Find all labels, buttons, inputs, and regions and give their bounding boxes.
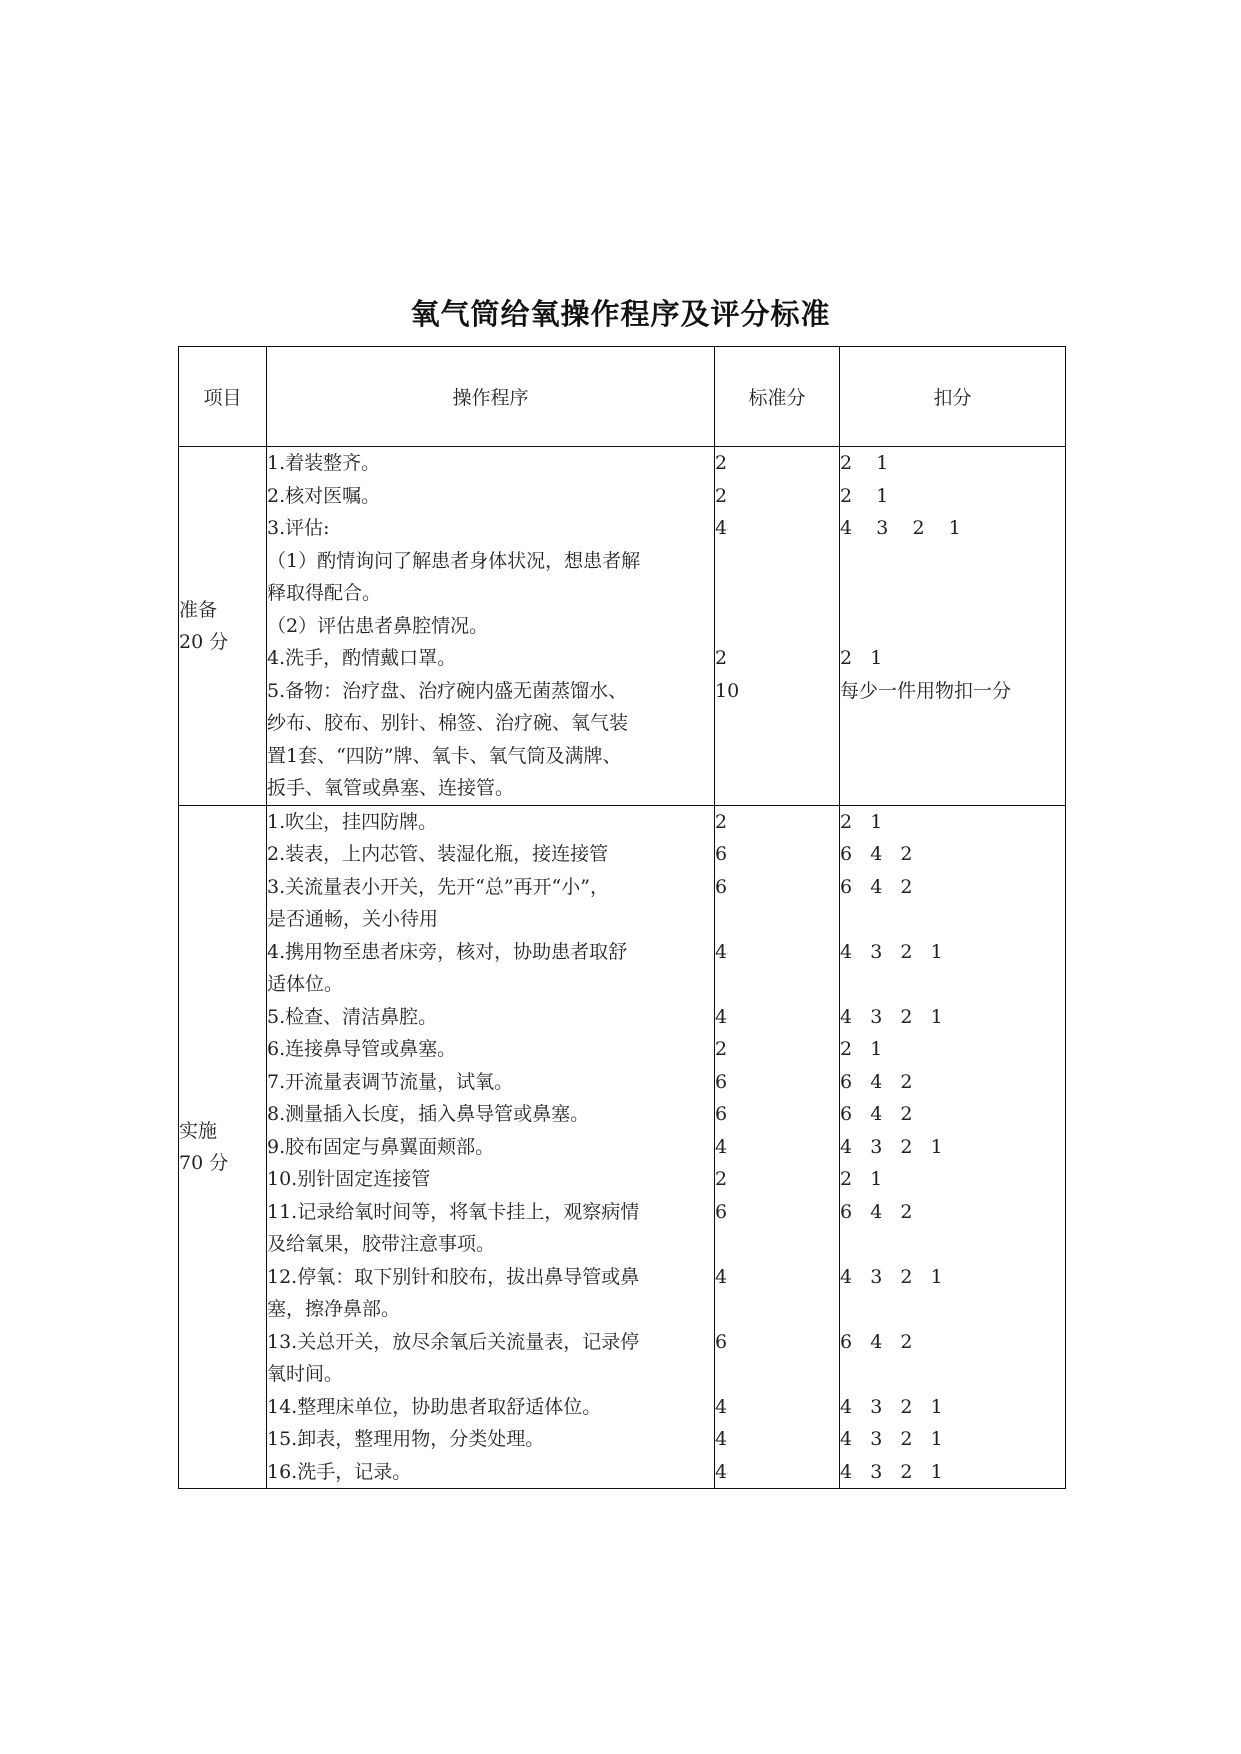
procedure-step-line: 11.记录给氧时间等，将氧卡挂上，观察病情: [267, 1200, 640, 1223]
procedure-step-line: （2）评估患者鼻腔情况。: [267, 614, 489, 637]
procedure-step-line: 是否通畅，关小待用: [267, 908, 439, 930]
standard-score-line: 6: [715, 843, 728, 865]
procedure-step-line: 3.关流量表小开关，先开“总”再开“小”，: [267, 875, 609, 898]
section-score: 20 分: [179, 630, 229, 653]
procedure-step-line: 8.测量插入长度，插入鼻导管或鼻塞。: [267, 1103, 590, 1125]
deduction-values-line: 4 3 2 1: [840, 1265, 943, 1288]
deduction-values-line: [840, 740, 1065, 773]
deduction-values-line: 4 3 2 1: [840, 1005, 943, 1028]
deduction-values-line: 6 4 2: [840, 1070, 913, 1093]
deduction-values-line: 6 4 2: [840, 843, 913, 865]
deduction-values-line: [840, 1358, 1065, 1391]
section-name: 实施: [179, 1119, 218, 1142]
deduction-values-line: 4 3 2 1: [840, 1460, 943, 1483]
procedure-step-line: 6.连接鼻导管或鼻塞。: [267, 1038, 457, 1060]
procedure-step-line: 1.吹尘，挂四防牌。: [267, 810, 438, 833]
standard-score-line: [715, 610, 839, 643]
standard-score-line: [715, 1358, 839, 1391]
standard-score-line: 4: [715, 1428, 728, 1450]
header-procedure: 操作程序: [267, 347, 715, 447]
section-score: 70 分: [179, 1151, 229, 1174]
section-label: [179, 447, 267, 806]
deduction-values-line: 2 1: [840, 1038, 883, 1060]
procedure-step-line: 1.着装整齐。: [267, 452, 381, 474]
deduction-values-line: 2 1: [840, 810, 883, 833]
deduction-values-line: 6 4 2: [840, 875, 913, 898]
procedure-step-line: 10.别针固定连接管: [267, 1168, 431, 1190]
procedure-step-line: 5.检查、清洁鼻腔。: [267, 1005, 438, 1028]
standard-score-line: 2: [715, 647, 728, 669]
deduction-values-line: [840, 577, 1065, 610]
deduction-values-line: 2 1: [840, 452, 889, 474]
standard-score-line: 4: [715, 517, 728, 539]
table-header-row: [179, 347, 1066, 447]
standard-score-line: 4: [715, 1460, 728, 1483]
standard-score-line: [715, 707, 839, 740]
standard-score-line: 4: [715, 1135, 728, 1158]
standard-score-line: 10: [715, 679, 740, 702]
standard-score-line: 2: [715, 1038, 728, 1060]
standard-score-line: 6: [715, 1330, 728, 1353]
deduction-values-line: 6 4 2: [840, 1330, 913, 1353]
page-title: 氧气筒给氧操作程序及评分标准: [410, 297, 831, 331]
standard-score-line: [715, 1228, 839, 1261]
procedure-step-line: 3.评估:: [267, 517, 330, 539]
deduction-values-line: [840, 1228, 1065, 1261]
deduction-values-line: 2 1: [840, 1168, 883, 1190]
deduction-values-line: 4 3 2 1: [840, 940, 943, 963]
header-standard-score: 标准分: [715, 347, 840, 447]
standard-score-line: 2: [715, 484, 728, 507]
procedure-step-line: 14.整理床单位，协助患者取舒适体位。: [267, 1395, 602, 1418]
procedure-step-line: 12.停氧：取下别针和胶布，拔出鼻导管或鼻: [267, 1265, 640, 1288]
deduction-values-line: 6 4 2: [840, 1200, 913, 1223]
deduction-values-line: 4 3 2 1: [840, 1395, 943, 1418]
procedure-step-line: 2.装表，上内芯管、装湿化瓶，接连接管: [267, 843, 609, 865]
deduction-values-line: 4 3 2 1: [840, 1428, 943, 1450]
standard-score-line: 4: [715, 1395, 728, 1418]
standard-score-line: 4: [715, 1265, 728, 1288]
deduction-values-line: [840, 545, 1065, 578]
procedure-step-line: 9.胶布固定与鼻翼面颊部。: [267, 1135, 495, 1158]
standard-score-line: [715, 772, 839, 805]
standard-score-line: 4: [715, 940, 728, 963]
procedure-step-line: 13.关总开关，放尽余氧后关流量表，记录停: [267, 1330, 640, 1353]
deduction-values-line: [840, 968, 1065, 1001]
deduction-values-cell: [840, 447, 1066, 806]
deduction-values-line: 4 3 2 1: [840, 1135, 943, 1158]
standard-score-cell: [715, 447, 840, 806]
standard-score-line: 2: [715, 452, 728, 474]
deduction-values-line: [840, 772, 1065, 805]
procedure-step-line: 塞，擦净鼻部。: [267, 1298, 401, 1320]
procedure-step-line: 置1套、“四防”牌、氧卡、氧气筒及满牌、: [267, 744, 622, 767]
standard-score-line: 4: [715, 1005, 728, 1028]
standard-score-line: [715, 1293, 839, 1326]
standard-score-cell: [715, 805, 840, 1489]
standard-score-line: 6: [715, 1070, 728, 1093]
deduction-values-line: [840, 707, 1065, 740]
procedure-step-line: 7.开流量表调节流量，试氧。: [267, 1070, 514, 1093]
standard-score-line: 2: [715, 810, 728, 833]
header-item: 项目: [179, 347, 267, 447]
standard-score-line: 6: [715, 1103, 728, 1125]
deduction-values-line: [840, 903, 1065, 936]
procedure-step-line: 氧时间。: [267, 1363, 344, 1385]
procedure-step-line: 适体位。: [267, 973, 344, 995]
section-label: [179, 805, 267, 1489]
table-row: [179, 447, 1066, 806]
deduction-values-line: 6 4 2: [840, 1103, 913, 1125]
procedure-step-line: 16.洗手，记录。: [267, 1460, 412, 1483]
procedure-step-line: 2.核对医嘱。: [267, 484, 381, 507]
deduction-values-line: 2 1: [840, 647, 883, 669]
procedure-step-line: 5.备物：治疗盘、治疗碗内盛无菌蒸馏水、: [267, 679, 628, 702]
deduction-values-line: [840, 610, 1065, 643]
standard-score-line: 2: [715, 1168, 728, 1190]
deduction-values-line: [840, 1293, 1065, 1326]
standard-score-line: 6: [715, 875, 728, 898]
standard-score-line: [715, 740, 839, 773]
procedure-step-line: 15.卸表，整理用物，分类处理。: [267, 1428, 545, 1450]
procedure-step-line: 纱布、胶布、别针、棉签、治疗碗、氧气装: [267, 712, 629, 734]
standard-score-line: [715, 545, 839, 578]
section-name: 准备: [179, 598, 218, 621]
deduction-values-line: 每少一件用物扣一分: [840, 679, 1012, 702]
procedure-step-line: 4.携用物至患者床旁，核对，协助患者取舒: [267, 940, 628, 963]
deduction-values-cell: [840, 805, 1066, 1489]
deduction-values-line: 4 3 2 1: [840, 517, 961, 539]
standard-score-line: [715, 968, 839, 1001]
procedure-step-line: 扳手、氧管或鼻塞、连接管。: [267, 777, 515, 799]
procedure-step-line: 释取得配合。: [267, 582, 382, 604]
standard-score-line: [715, 577, 839, 610]
procedure-step-line: 4.洗手，酌情戴口罩。: [267, 647, 457, 669]
standard-score-line: 6: [715, 1200, 728, 1223]
procedure-step-cell: [267, 805, 715, 1489]
standard-score-line: [715, 903, 839, 936]
deduction-values-line: 2 1: [840, 484, 889, 507]
header-deduction: 扣分: [840, 347, 1066, 447]
procedure-step-line: 及给氧果，胶带注意事项。: [267, 1233, 496, 1255]
procedure-step-cell: [267, 447, 715, 806]
table-row: [179, 805, 1066, 1489]
table-body: [179, 447, 1066, 1489]
procedure-step-line: （1）酌情询问了解患者身体状况，想患者解: [267, 549, 641, 572]
scoring-table: [178, 346, 1066, 1489]
